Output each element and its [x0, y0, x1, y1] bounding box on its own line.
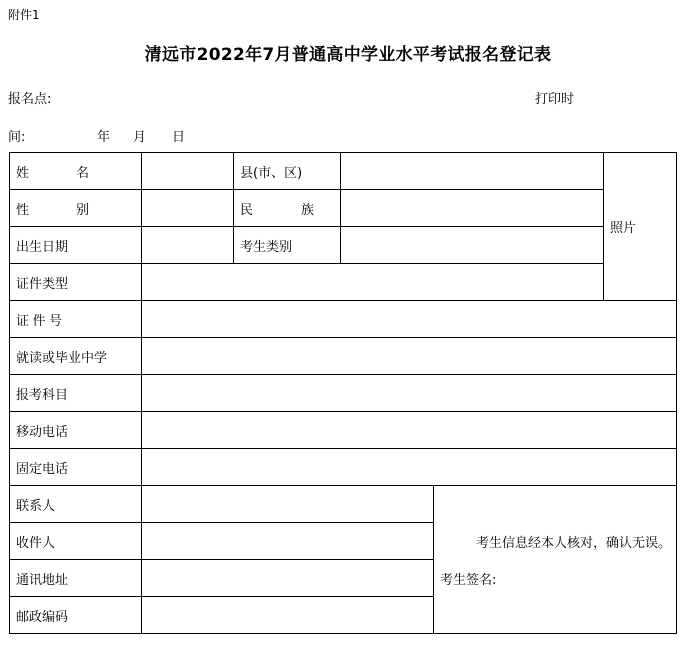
ethnicity-label-cell: 民 族 [234, 190, 341, 227]
form-title: 清远市2022年7月普通高中学业水平考试报名登记表 [144, 45, 552, 65]
gender-field[interactable] [142, 190, 234, 227]
id-number-field[interactable] [142, 301, 677, 338]
print-time-label: 打印时 [535, 92, 575, 107]
birth-date-field[interactable] [142, 227, 234, 264]
photo-label: 照片 [610, 221, 637, 236]
table-row [10, 190, 677, 227]
name-field[interactable] [142, 153, 234, 190]
contact-label: 联系人 [10, 486, 142, 523]
table-row [10, 449, 677, 486]
confirmation-text: 考生信息经本人核对，确认无误。 [476, 535, 672, 551]
gender-label-cell: 性 别 [10, 190, 142, 227]
table-row [10, 486, 677, 523]
table-row [10, 153, 677, 190]
table-row [10, 412, 677, 449]
id-number-label-cell: 证 件 号 [10, 301, 142, 338]
signature-cell [434, 486, 677, 634]
registration-site-label: 报名点: [8, 92, 52, 107]
name-label-cell: 姓 名 [10, 153, 142, 190]
recipient-field[interactable] [142, 523, 434, 560]
ethnicity-field[interactable] [341, 190, 604, 227]
school-label: 就读或毕业中学 [10, 338, 142, 375]
candidate-category-label: 考生类别 [234, 227, 341, 264]
photo-cell [604, 153, 677, 301]
subjects-label: 报考科目 [10, 375, 142, 412]
postcode-label: 邮政编码 [10, 597, 142, 634]
table-row [10, 301, 677, 338]
recipient-label: 收件人 [10, 523, 142, 560]
mobile-field[interactable] [142, 412, 677, 449]
mobile-label: 移动电话 [10, 412, 142, 449]
postcode-field[interactable] [142, 597, 434, 634]
print-time-label-cont: 间: [8, 130, 26, 145]
county-field[interactable] [341, 153, 604, 190]
table-row [10, 375, 677, 412]
id-type-field[interactable] [142, 264, 604, 301]
school-field[interactable] [142, 338, 677, 375]
table-row [10, 338, 677, 375]
address-label: 通讯地址 [10, 560, 142, 597]
address-field[interactable] [142, 560, 434, 597]
signature-label: 考生签名: [440, 572, 497, 588]
registration-table [9, 152, 677, 634]
month-label: 月 [133, 130, 147, 145]
landline-field[interactable] [142, 449, 677, 486]
birth-date-label: 出生日期 [10, 227, 142, 264]
id-type-label: 证件类型 [10, 264, 142, 301]
attachment-label: 附件1 [8, 8, 40, 22]
table-row [10, 264, 677, 301]
county-label: 县(市、区) [234, 153, 341, 190]
landline-label: 固定电话 [10, 449, 142, 486]
year-label: 年 [97, 130, 111, 145]
subjects-field[interactable] [142, 375, 677, 412]
table-row [10, 227, 677, 264]
day-label: 日 [172, 130, 186, 145]
contact-field[interactable] [142, 486, 434, 523]
candidate-category-field[interactable] [341, 227, 604, 264]
